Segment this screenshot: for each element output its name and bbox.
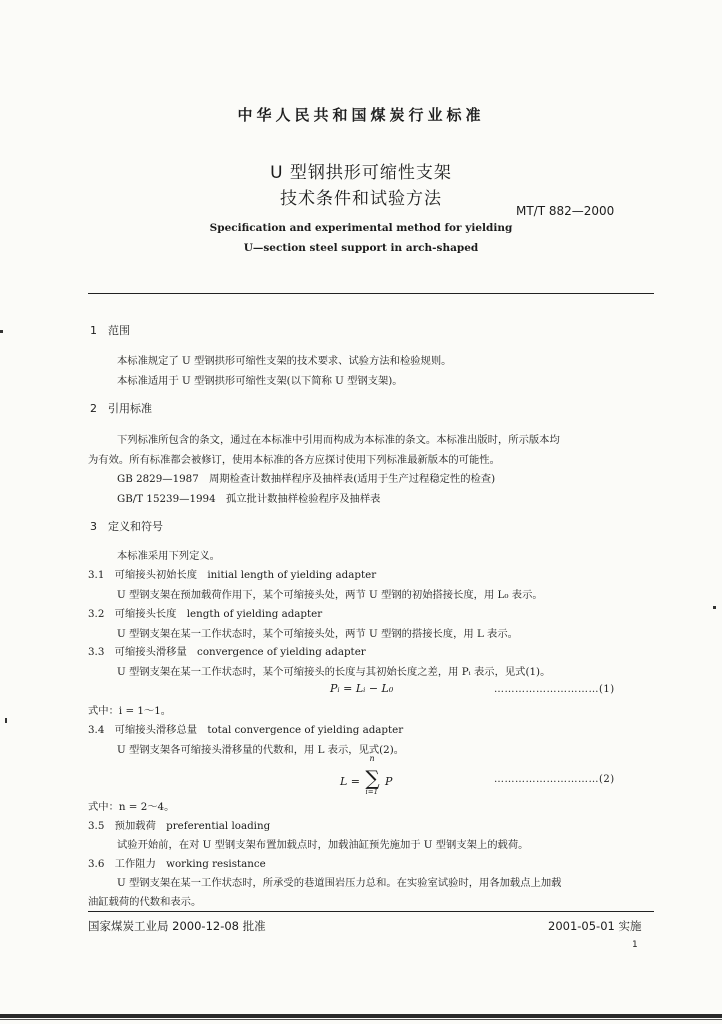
- section-2-heading: 2 引用标准: [90, 402, 152, 415]
- industry-standard-label: 中华人民共和国煤炭行业标准: [237, 106, 485, 124]
- definition-3-2-title: 3.2 可缩接头长度 length of yielding adapter: [88, 608, 323, 620]
- equation-2-term: P: [385, 775, 393, 788]
- definition-3-6-body-line-2: 油缸载荷的代数和表示。: [88, 896, 202, 908]
- scan-edge-bar: [0, 1014, 722, 1018]
- title-line-2: 技术条件和试验方法: [280, 189, 442, 209]
- equation-1-where: 式中：i = 1～1。: [88, 705, 172, 717]
- implementation-date: 2001-05-01 实施: [548, 919, 642, 933]
- equation-2-where: 式中：n = 2～4。: [88, 801, 175, 813]
- equation-1-number: …………………………(1): [494, 684, 615, 695]
- definition-3-4-body: U 型钢支架各可缩接头滑移量的代数和，用 L 表示，见式(2)。: [117, 744, 405, 756]
- definition-3-4-title: 3.4 可缩接头滑移总量 total convergence of yielding adapter: [88, 724, 404, 736]
- equation-2-sum-symbol: ∑: [365, 766, 380, 790]
- definition-3-1-body: U 型钢支架在预加载荷作用下，某个可缩接头处，两节 U 型钢的初始搭接长度，用 L₀ 表示。: [117, 589, 543, 601]
- scan-edge-line: [0, 1019, 722, 1020]
- definition-3-2-body: U 型钢支架在某一工作状态时，某个可缩接头处，两节 U 型钢的搭接长度，用 L 表示。: [117, 628, 518, 640]
- approval-date: 国家煤炭工业局 2000-12-08 批准: [88, 919, 266, 933]
- definition-3-1-title: 3.1 可缩接头初始长度 initial length of yielding adapter: [88, 569, 377, 581]
- section-2-paragraph-line-2: 为有效。所有标准都会被修订，使用本标准的各方应探讨使用下列标准最新版本的可能性。: [88, 454, 500, 466]
- definition-3-5-body: 试验开始前，在对 U 型钢支架布置加载点时，加载油缸预先施加于 U 型钢支架上的载荷。: [117, 839, 529, 851]
- section-1-paragraph-1: 本标准规定了 U 型钢拱形可缩性支架的技术要求、试验方法和检验规则。: [117, 355, 452, 367]
- equation-2-lhs: L =: [340, 775, 361, 788]
- section-3-heading: 3 定义和符号: [90, 520, 163, 533]
- section-1-heading: 1 范围: [90, 324, 130, 337]
- equation-2-upper-limit: n: [369, 754, 375, 763]
- reference-gbt-15239: GB/T 15239—1994 孤立批计数抽样检验程序及抽样表: [117, 493, 381, 505]
- standard-number: MT/T 882—2000: [516, 204, 615, 218]
- scan-speck: [713, 606, 716, 609]
- definition-3-6-body-line-1: U 型钢支架在某一工作状态时，所承受的巷道围岩压力总和。在实验室试验时，用各加载点上加载: [117, 877, 562, 889]
- equation-2-lower-limit: i=1: [365, 788, 379, 796]
- title-english-line-1: Specification and experimental method for yielding: [209, 222, 513, 234]
- definition-3-3-title: 3.3 可缩接头滑移量 convergence of yielding adapter: [88, 646, 366, 658]
- definition-3-5-title: 3.5 预加载荷 preferential loading: [88, 820, 271, 832]
- equation-1: Pᵢ = Lᵢ − L₀: [330, 682, 394, 695]
- section-1-paragraph-2: 本标准适用于 U 型钢拱形可缩性支架(以下简称 U 型钢支架)。: [117, 375, 403, 387]
- page-number: 1: [632, 940, 638, 950]
- footer-divider: [88, 911, 654, 912]
- title-line-1: U 型钢拱形可缩性支架: [270, 163, 452, 183]
- definition-3-6-title: 3.6 工作阻力 working resistance: [88, 858, 266, 870]
- equation-2-number: …………………………(2): [494, 774, 615, 785]
- reference-gb-2829: GB 2829—1987 周期检查计数抽样程序及抽样表(适用于生产过程稳定性的检查): [117, 473, 496, 485]
- definition-3-3-body: U 型钢支架在某一工作状态时，某个可缩接头的长度与其初始长度之差，用 Pᵢ 表示，见式(1)。: [117, 666, 551, 678]
- header-divider: [88, 293, 654, 294]
- equation-2: [340, 754, 393, 796]
- section-2-paragraph-line-1: 下列标准所包含的条文，通过在本标准中引用而构成为本标准的条文。本标准出版时，所示版本均: [117, 434, 560, 446]
- title-english-line-2: U—section steel support in arch-shaped: [243, 242, 479, 254]
- scan-speck: [0, 330, 3, 333]
- scan-speck: [5, 718, 7, 723]
- section-3-intro: 本标准采用下列定义。: [117, 550, 220, 562]
